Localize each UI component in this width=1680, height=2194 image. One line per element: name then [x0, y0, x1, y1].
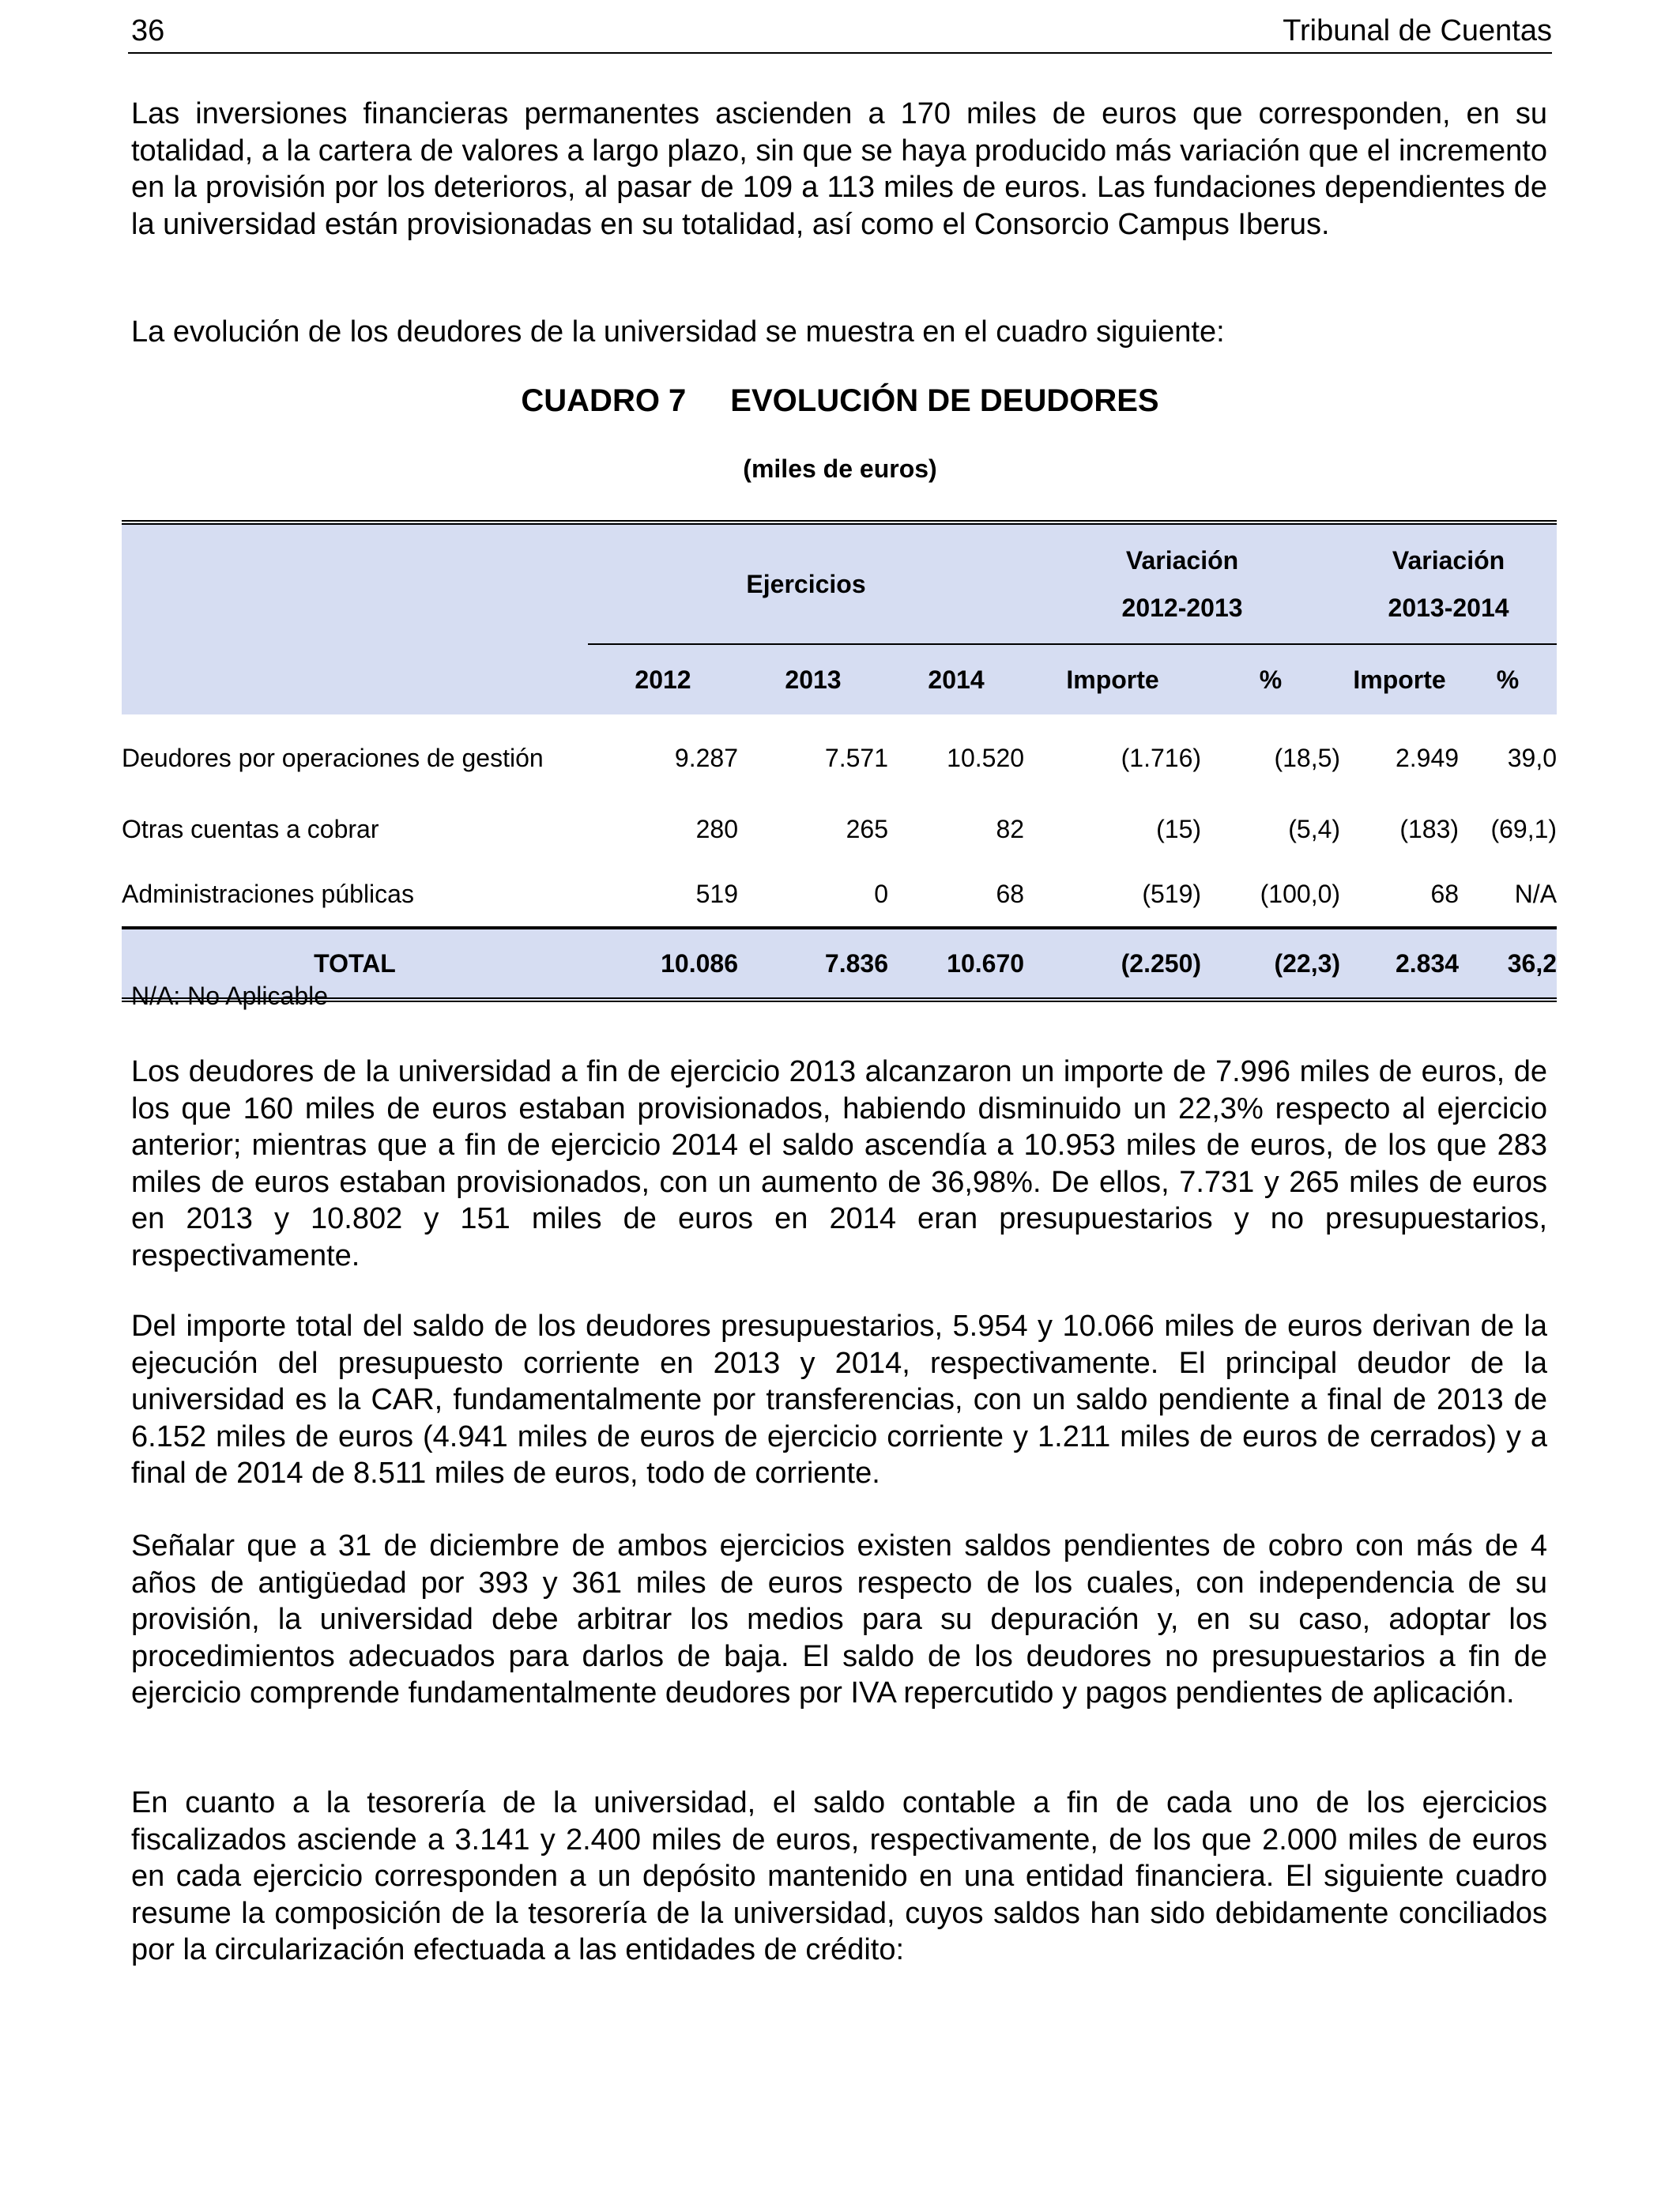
paragraph-budget-debtors: Del importe total del saldo de los deudores presupuestarios, 5.954 y 10.066 miles de euros derivan de la ejecución del presupuesto corriente en 2013 y 2014, respectivamente. El principal deudor de la universidad es la CAR, fundamentalmente por transferencias, con un saldo pendiente a final de 2013 de 6.152 miles de euros (4.941 miles de euros de ejercicio corriente y 1.211 miles de euros de cerrados) y a final de 2014 de 8.511 miles de euros, todo de corriente.	[131, 1310, 1547, 1490]
total-2014: 10.670	[888, 928, 1024, 1000]
table-row	[122, 714, 1557, 797]
cell-2014: 68	[996, 879, 1025, 908]
header-variacion-period: 2013-2014	[1388, 594, 1509, 622]
cell-2014: 82	[996, 814, 1025, 843]
cell-percent-2012-2013: (18,5)	[1274, 743, 1341, 772]
total-percent-2013-2014: 36,2	[1459, 928, 1557, 1000]
header-group-variacion-2013-2014	[1340, 522, 1557, 644]
cell-2013: 265	[846, 814, 888, 843]
row-concept: Administraciones públicas	[122, 879, 414, 908]
cell-percent-2012-2013: (100,0)	[1260, 879, 1341, 908]
paragraph-debtors-summary: Los deudores de la universidad a fin de ejercicio 2013 alcanzaron un importe de 7.996 miles de euros, de los que 160 miles de euros estaban provisionados, habiendo disminuido un 22,3% respecto al ejercicio anterior; mientras que a fin de ejercicio 2014 el saldo ascendía a 10.953 miles de euros, de los que 283 miles de euros estaban provisionados, con un aumento de 36,98%. De ellos, 7.731 y 265 miles de euros en 2013 y 10.802 y 151 miles de euros en 2014 eran presupuestarios y no presupuestarios, respectivamente.	[131, 1055, 1547, 1272]
header-variacion-label: Variación	[1125, 546, 1239, 575]
cell-2012: 9.287	[674, 743, 738, 772]
total-label: TOTAL	[122, 928, 588, 1000]
cell-importe-2012-2013: (15)	[1156, 814, 1202, 843]
total-2012: 10.086	[588, 928, 738, 1000]
cell-2012: 280	[695, 814, 738, 843]
running-header-title: Tribunal de Cuentas	[1283, 14, 1552, 47]
cell-2013: 7.571	[824, 743, 888, 772]
column-header-percent-2: %	[1459, 644, 1557, 714]
paragraph-treasury: En cuanto a la tesorería de la universidad, el saldo contable a fin de cada uno de los ejercicios fiscalizados asciende a 3.141 y 2.400 miles de euros, respectivamente, de los que 2.000 miles de euros en cada ejercicio corresponden a un depósito mantenido en una entidad financiera. El siguiente cuadro resume la composición de la tesorería de la universidad, cuyos saldos han sido debidamente conciliados por la circularización efectuada a las entidades de crédito:	[131, 1786, 1547, 1966]
paragraph-investments: Las inversiones financieras permanentes ascienden a 170 miles de euros que corresponden, en su totalidad, a la cartera de valores a largo plazo, sin que se haya producido más variación que el incremento en la provisión por los deterioros, al pasar de 109 a 113 miles de euros. Las fundaciones dependientes de la universidad están provisionadas en su totalidad, así como el Consorcio Campus Iberus.	[131, 97, 1547, 241]
header-group-ejercicios: Ejercicios	[588, 522, 1024, 644]
header-variacion-period: 2012-2013	[1121, 594, 1243, 622]
column-header-percent-1: %	[1201, 644, 1340, 714]
column-header-importe-1: Importe	[1024, 644, 1201, 714]
header-blank-cell	[122, 522, 588, 644]
cell-2012: 519	[695, 879, 738, 908]
debtors-table	[122, 520, 1557, 1002]
page-number: 36	[131, 14, 165, 47]
cell-importe-2013-2014: 2.949	[1395, 743, 1460, 772]
cell-percent-2013-2014: N/A	[1514, 879, 1558, 908]
cell-percent-2012-2013: (5,4)	[1288, 814, 1341, 843]
table-header-row-columns	[122, 644, 1557, 714]
header-variacion-label: Variación	[1392, 546, 1505, 575]
total-importe-2013-2014: 2.834	[1340, 928, 1459, 1000]
table-row	[122, 797, 1557, 861]
table-caption: EVOLUCIÓN DE DEUDORES	[730, 383, 1159, 418]
row-concept: Otras cuentas a cobrar	[122, 814, 379, 843]
column-header-2012: 2012	[588, 644, 738, 714]
cell-importe-2013-2014: (183)	[1399, 814, 1460, 843]
table-total-row	[122, 928, 1557, 1000]
paragraph-table-intro: La evolución de los deudores de la universidad se muestra en el cuadro siguiente:	[131, 315, 1225, 349]
total-percent-2012-2013: (22,3)	[1201, 928, 1340, 1000]
column-header-importe-2: Importe	[1340, 644, 1459, 714]
table-units: (miles de euros)	[743, 454, 937, 483]
cell-importe-2013-2014: 68	[1430, 879, 1460, 908]
paragraph-old-balances: Señalar que a 31 de diciembre de ambos ejercicios existen saldos pendientes de cobro con más de 4 años de antigüedad por 393 y 361 miles de euros respecto de los cuales, con independencia de su provisión, la universidad debe arbitrar los medios para su depuración y, en su caso, adoptar los procedimientos adecuados para darlos de baja. El saldo de los deudores no presupuestarios a fin de ejercicio comprende fundamentalmente deudores por IVA repercutido y pagos pendientes de aplicación.	[131, 1529, 1547, 1710]
cell-percent-2013-2014: (69,1)	[1490, 814, 1558, 843]
total-importe-2012-2013: (2.250)	[1024, 928, 1201, 1000]
table-title	[0, 381, 1680, 420]
column-header-2013: 2013	[738, 644, 888, 714]
cell-importe-2012-2013: (519)	[1142, 879, 1202, 908]
table-footnote: N/A: No Aplicable	[131, 982, 329, 1010]
row-concept: Deudores por operaciones de gestión	[122, 743, 544, 772]
cell-importe-2012-2013: (1.716)	[1121, 743, 1202, 772]
page-header	[128, 11, 1552, 54]
cell-percent-2013-2014: 39,0	[1507, 743, 1558, 772]
table-header-row-groups	[122, 522, 1557, 644]
column-header-2014: 2014	[888, 644, 1024, 714]
table-row	[122, 861, 1557, 928]
header-blank-cell	[122, 644, 588, 714]
table-label: CUADRO 7	[521, 383, 687, 418]
total-2013: 7.836	[738, 928, 888, 1000]
cell-2014: 10.520	[947, 743, 1025, 772]
cell-2013: 0	[874, 879, 888, 908]
header-group-variacion-2012-2013	[1024, 522, 1340, 644]
